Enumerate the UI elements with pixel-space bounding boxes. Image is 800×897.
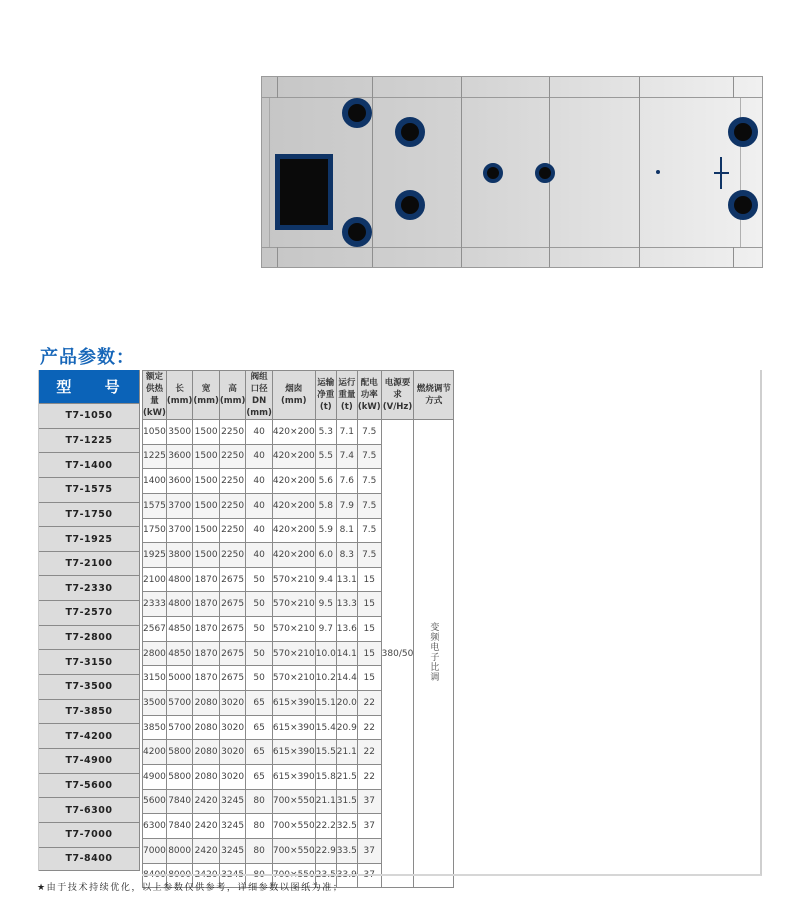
table-cell: 5000 [166, 666, 192, 691]
table-cell: 1050 [143, 420, 167, 445]
table-cell: 15.5 [315, 740, 336, 765]
table-cell: 32.5 [336, 814, 357, 839]
table-cell: 65 [246, 764, 272, 789]
column-header [272, 371, 315, 420]
table-cell: 8.3 [336, 543, 357, 568]
table-cell: 9.5 [315, 592, 336, 617]
table-cell: 5.6 [315, 469, 336, 494]
pipe-port [342, 217, 372, 247]
table-cell: 420×200 [272, 518, 315, 543]
table-cell: 1400 [143, 469, 167, 494]
column-header-label: 运输净重 [317, 378, 335, 400]
table-cell: 10.0 [315, 641, 336, 666]
table-cell: 80 [246, 814, 272, 839]
table-cell: 3600 [166, 469, 192, 494]
table-cell: 615×390 [272, 691, 315, 716]
table-cell: 7.5 [357, 420, 381, 445]
table-cell: 14.1 [336, 641, 357, 666]
plus-marker-h [714, 172, 729, 174]
table-cell: 2100 [143, 567, 167, 592]
table-cell: 700×550 [272, 814, 315, 839]
table-cell: 2333 [143, 592, 167, 617]
table-cell: 22 [357, 740, 381, 765]
table-cell: 3245 [219, 863, 245, 888]
table-cell: 7.4 [336, 444, 357, 469]
table-cell: 3700 [166, 493, 192, 518]
model-cell: T7-5600 [39, 773, 139, 798]
model-cell: T7-3500 [39, 674, 139, 699]
table-cell: 420×200 [272, 420, 315, 445]
table-cell: 2675 [219, 617, 245, 642]
table-cell: 1500 [193, 518, 219, 543]
table-cell: 22 [357, 764, 381, 789]
table-cell: 420×200 [272, 469, 315, 494]
table-cell: 50 [246, 641, 272, 666]
model-cell: T7-1400 [39, 452, 139, 477]
table-cell: 7.5 [357, 493, 381, 518]
table-cell: 40 [246, 493, 272, 518]
table-row [143, 420, 454, 445]
table-cell: 1225 [143, 444, 167, 469]
table-cell: 15.1 [315, 691, 336, 716]
table-cell: 21.1 [315, 789, 336, 814]
divider [372, 77, 373, 267]
model-cell: T7-1050 [39, 403, 139, 428]
table-cell: 570×210 [272, 567, 315, 592]
column-header-label: 长 [175, 384, 184, 394]
table-cell: 33.9 [336, 863, 357, 888]
table-cell: 80 [246, 838, 272, 863]
column-header-unit: (V/Hz) [382, 402, 413, 412]
model-cell: T7-1925 [39, 526, 139, 551]
table-cell: 2420 [193, 789, 219, 814]
model-cell: T7-1750 [39, 502, 139, 527]
table-cell: 2080 [193, 740, 219, 765]
table-cell: 2420 [193, 814, 219, 839]
boiler-top-view-diagram [261, 76, 762, 267]
table-cell: 3500 [166, 420, 192, 445]
column-header [381, 371, 414, 420]
column-header-label: 阀组口径DN [250, 372, 268, 406]
table-cell: 7.5 [357, 444, 381, 469]
divider [733, 247, 734, 267]
table-cell: 5.9 [315, 518, 336, 543]
table-cell: 3020 [219, 740, 245, 765]
table-cell: 50 [246, 592, 272, 617]
table-cell: 21.1 [336, 740, 357, 765]
table-cell: 15 [357, 617, 381, 642]
table-cell: 7.5 [357, 518, 381, 543]
marker-dot [656, 170, 660, 174]
column-header [219, 371, 245, 420]
burner-window [275, 154, 333, 230]
table-cell: 4200 [143, 740, 167, 765]
bottom-rail [262, 247, 762, 268]
table-cell: 5600 [143, 789, 167, 814]
column-header-label: 烟囱 [285, 384, 303, 394]
column-header [336, 371, 357, 420]
table-cell: 1870 [193, 641, 219, 666]
table-cell: 23.5 [315, 863, 336, 888]
column-header-label: 额定供热量 [145, 372, 163, 406]
table-cell: 2675 [219, 567, 245, 592]
parameter-data-table [142, 370, 454, 888]
table-cell: 40 [246, 444, 272, 469]
table-cell: 65 [246, 691, 272, 716]
combustion-mode-label: 变频电子比调 [428, 622, 439, 683]
table-cell: 2250 [219, 518, 245, 543]
column-header-unit: (mm) [281, 396, 307, 406]
table-cell: 13.6 [336, 617, 357, 642]
model-cell: T7-6300 [39, 797, 139, 822]
table-cell: 420×200 [272, 493, 315, 518]
table-cell: 7.1 [336, 420, 357, 445]
model-cell: T7-4900 [39, 748, 139, 773]
column-header-unit: (t) [319, 402, 332, 412]
column-header-unit: (mm) [193, 396, 219, 406]
pipe-port [342, 98, 372, 128]
table-cell: 22 [357, 715, 381, 740]
column-header-label: 电源要求 [384, 378, 411, 400]
column-header-label: 运行重量 [338, 378, 356, 400]
table-cell: 1500 [193, 420, 219, 445]
table-cell: 5800 [166, 764, 192, 789]
table-cell: 15 [357, 567, 381, 592]
table-cell: 3600 [166, 444, 192, 469]
model-cell: T7-3850 [39, 699, 139, 724]
column-header-label: 高 [228, 384, 237, 394]
table-cell: 5.5 [315, 444, 336, 469]
column-header [143, 371, 167, 420]
table-cell: 2800 [143, 641, 167, 666]
table-cell: 14.4 [336, 666, 357, 691]
table-cell: 615×390 [272, 764, 315, 789]
power-supply-cell: 380/50 [381, 420, 414, 888]
table-cell: 2420 [193, 863, 219, 888]
table-cell: 2080 [193, 715, 219, 740]
column-header [414, 371, 454, 420]
boiler-body [261, 76, 763, 268]
column-header-label: 燃烧调节 [416, 384, 451, 394]
table-cell: 4800 [166, 592, 192, 617]
table-cell: 1500 [193, 493, 219, 518]
table-cell: 3500 [143, 691, 167, 716]
table-cell: 4850 [166, 641, 192, 666]
table-cell: 40 [246, 518, 272, 543]
table-cell: 420×200 [272, 543, 315, 568]
divider [733, 77, 734, 98]
model-header: 型 号 [39, 370, 139, 403]
table-cell: 50 [246, 666, 272, 691]
table-cell: 4900 [143, 764, 167, 789]
table-cell: 6.0 [315, 543, 336, 568]
table-cell: 7.5 [357, 469, 381, 494]
table-cell: 8000 [166, 863, 192, 888]
table-cell: 5.8 [315, 493, 336, 518]
table-cell: 3850 [143, 715, 167, 740]
model-cell: T7-2800 [39, 625, 139, 650]
table-cell: 33.5 [336, 838, 357, 863]
table-cell: 8400 [143, 863, 167, 888]
table-cell: 3245 [219, 789, 245, 814]
table-cell: 3150 [143, 666, 167, 691]
model-cell: T7-2570 [39, 600, 139, 625]
model-cell: T7-1225 [39, 428, 139, 453]
table-cell: 22 [357, 691, 381, 716]
table-cell: 15 [357, 641, 381, 666]
table-cell: 2420 [193, 838, 219, 863]
table-cell: 21.5 [336, 764, 357, 789]
table-cell: 7840 [166, 814, 192, 839]
table-cell: 615×390 [272, 740, 315, 765]
table-cell: 37 [357, 789, 381, 814]
top-rail [262, 77, 762, 98]
table-cell: 15.4 [315, 715, 336, 740]
table-cell: 4800 [166, 567, 192, 592]
column-header [246, 371, 272, 420]
table-cell: 65 [246, 715, 272, 740]
table-cell: 2675 [219, 641, 245, 666]
pipe-port [728, 190, 758, 220]
table-cell: 700×550 [272, 838, 315, 863]
column-header-label: 配电功率 [360, 378, 378, 400]
table-cell: 3020 [219, 691, 245, 716]
pipe-port [395, 190, 425, 220]
table-cell: 80 [246, 789, 272, 814]
table-cell: 5800 [166, 740, 192, 765]
column-header-unit: (mm) [246, 408, 272, 418]
table-cell: 5.3 [315, 420, 336, 445]
table-cell: 1500 [193, 543, 219, 568]
table-cell: 3245 [219, 838, 245, 863]
table-cell: 7.6 [336, 469, 357, 494]
table-cell: 13.3 [336, 592, 357, 617]
table-cell: 50 [246, 617, 272, 642]
table-cell: 2675 [219, 592, 245, 617]
table-cell: 420×200 [272, 444, 315, 469]
table-cell: 1500 [193, 444, 219, 469]
table-cell: 10.2 [315, 666, 336, 691]
table-cell: 4850 [166, 617, 192, 642]
table-cell: 3020 [219, 715, 245, 740]
pipe-port [395, 117, 425, 147]
table-header-row [143, 371, 454, 420]
table-cell: 570×210 [272, 592, 315, 617]
table-cell: 40 [246, 543, 272, 568]
table-cell: 40 [246, 469, 272, 494]
column-header [357, 371, 381, 420]
table-cell: 22.9 [315, 838, 336, 863]
divider [639, 77, 640, 267]
pipe-port-small [483, 163, 503, 183]
table-cell: 9.4 [315, 567, 336, 592]
column-header-unit: (kW) [143, 408, 166, 418]
table-cell: 2250 [219, 543, 245, 568]
table-cell: 37 [357, 814, 381, 839]
table-cell: 9.7 [315, 617, 336, 642]
pipe-port-small [535, 163, 555, 183]
table-cell: 1750 [143, 518, 167, 543]
table-cell: 22.2 [315, 814, 336, 839]
table-cell: 20.0 [336, 691, 357, 716]
table-cell: 1870 [193, 617, 219, 642]
model-column [38, 370, 140, 871]
table-cell: 1870 [193, 567, 219, 592]
table-cell: 2250 [219, 469, 245, 494]
table-cell: 2080 [193, 764, 219, 789]
column-header-unit: 方式 [425, 396, 443, 406]
table-cell: 31.5 [336, 789, 357, 814]
column-header-label: 宽 [201, 384, 211, 394]
table-cell: 1870 [193, 592, 219, 617]
table-cell: 570×210 [272, 666, 315, 691]
table-cell: 37 [357, 838, 381, 863]
model-cell: T7-7000 [39, 822, 139, 847]
table-cell: 3700 [166, 518, 192, 543]
model-cell: T7-4200 [39, 723, 139, 748]
model-cell: T7-8400 [39, 847, 139, 872]
table-cell: 2567 [143, 617, 167, 642]
table-cell: 700×550 [272, 789, 315, 814]
table-cell: 1925 [143, 543, 167, 568]
table-cell: 20.9 [336, 715, 357, 740]
column-header-unit: (mm) [219, 396, 246, 406]
table-cell: 570×210 [272, 617, 315, 642]
column-header-unit: (kW) [357, 402, 381, 412]
table-cell: 1500 [193, 469, 219, 494]
table-cell: 80 [246, 863, 272, 888]
combustion-mode-cell [414, 420, 454, 888]
table-cell: 2250 [219, 444, 245, 469]
table-cell: 7.5 [357, 543, 381, 568]
table-cell: 615×390 [272, 715, 315, 740]
table-cell: 65 [246, 740, 272, 765]
table-cell: 15 [357, 592, 381, 617]
table-cell: 570×210 [272, 641, 315, 666]
table-cell: 3020 [219, 764, 245, 789]
table-cell: 7000 [143, 838, 167, 863]
table-cell: 8.1 [336, 518, 357, 543]
model-cell: T7-1575 [39, 477, 139, 502]
table-cell: 1575 [143, 493, 167, 518]
table-cell: 1870 [193, 666, 219, 691]
table-cell: 5700 [166, 715, 192, 740]
table-cell: 3800 [166, 543, 192, 568]
column-header-unit: (mm) [166, 396, 193, 406]
table-cell: 37 [357, 863, 381, 888]
model-cell: T7-3150 [39, 649, 139, 674]
column-header-unit: (t) [340, 402, 353, 412]
table-cell: 6300 [143, 814, 167, 839]
table-cell: 13.1 [336, 567, 357, 592]
table-body [143, 420, 454, 888]
table-cell: 40 [246, 420, 272, 445]
divider [277, 247, 278, 267]
table-cell: 3245 [219, 814, 245, 839]
table-cell: 2250 [219, 420, 245, 445]
table-cell: 2250 [219, 493, 245, 518]
divider [277, 77, 278, 98]
table-cell: 50 [246, 567, 272, 592]
divider [269, 98, 270, 247]
table-cell: 5700 [166, 691, 192, 716]
divider [461, 77, 462, 267]
section-title: 产品参数： [40, 347, 135, 368]
table-cell: 7840 [166, 789, 192, 814]
model-cell: T7-2330 [39, 575, 139, 600]
column-header [166, 371, 192, 420]
table-cell: 8000 [166, 838, 192, 863]
table-cell: 2675 [219, 666, 245, 691]
column-header [193, 371, 219, 420]
model-cell: T7-2100 [39, 551, 139, 576]
footnote: ★由于技术持续优化，以上参数仅供参考，详细参数以图纸为准； [37, 883, 344, 893]
pipe-port [728, 117, 758, 147]
table-cell: 15.8 [315, 764, 336, 789]
table-cell: 700×550 [272, 863, 315, 888]
table-cell: 15 [357, 666, 381, 691]
column-header [315, 371, 336, 420]
table-cell: 2080 [193, 691, 219, 716]
table-cell: 7.9 [336, 493, 357, 518]
